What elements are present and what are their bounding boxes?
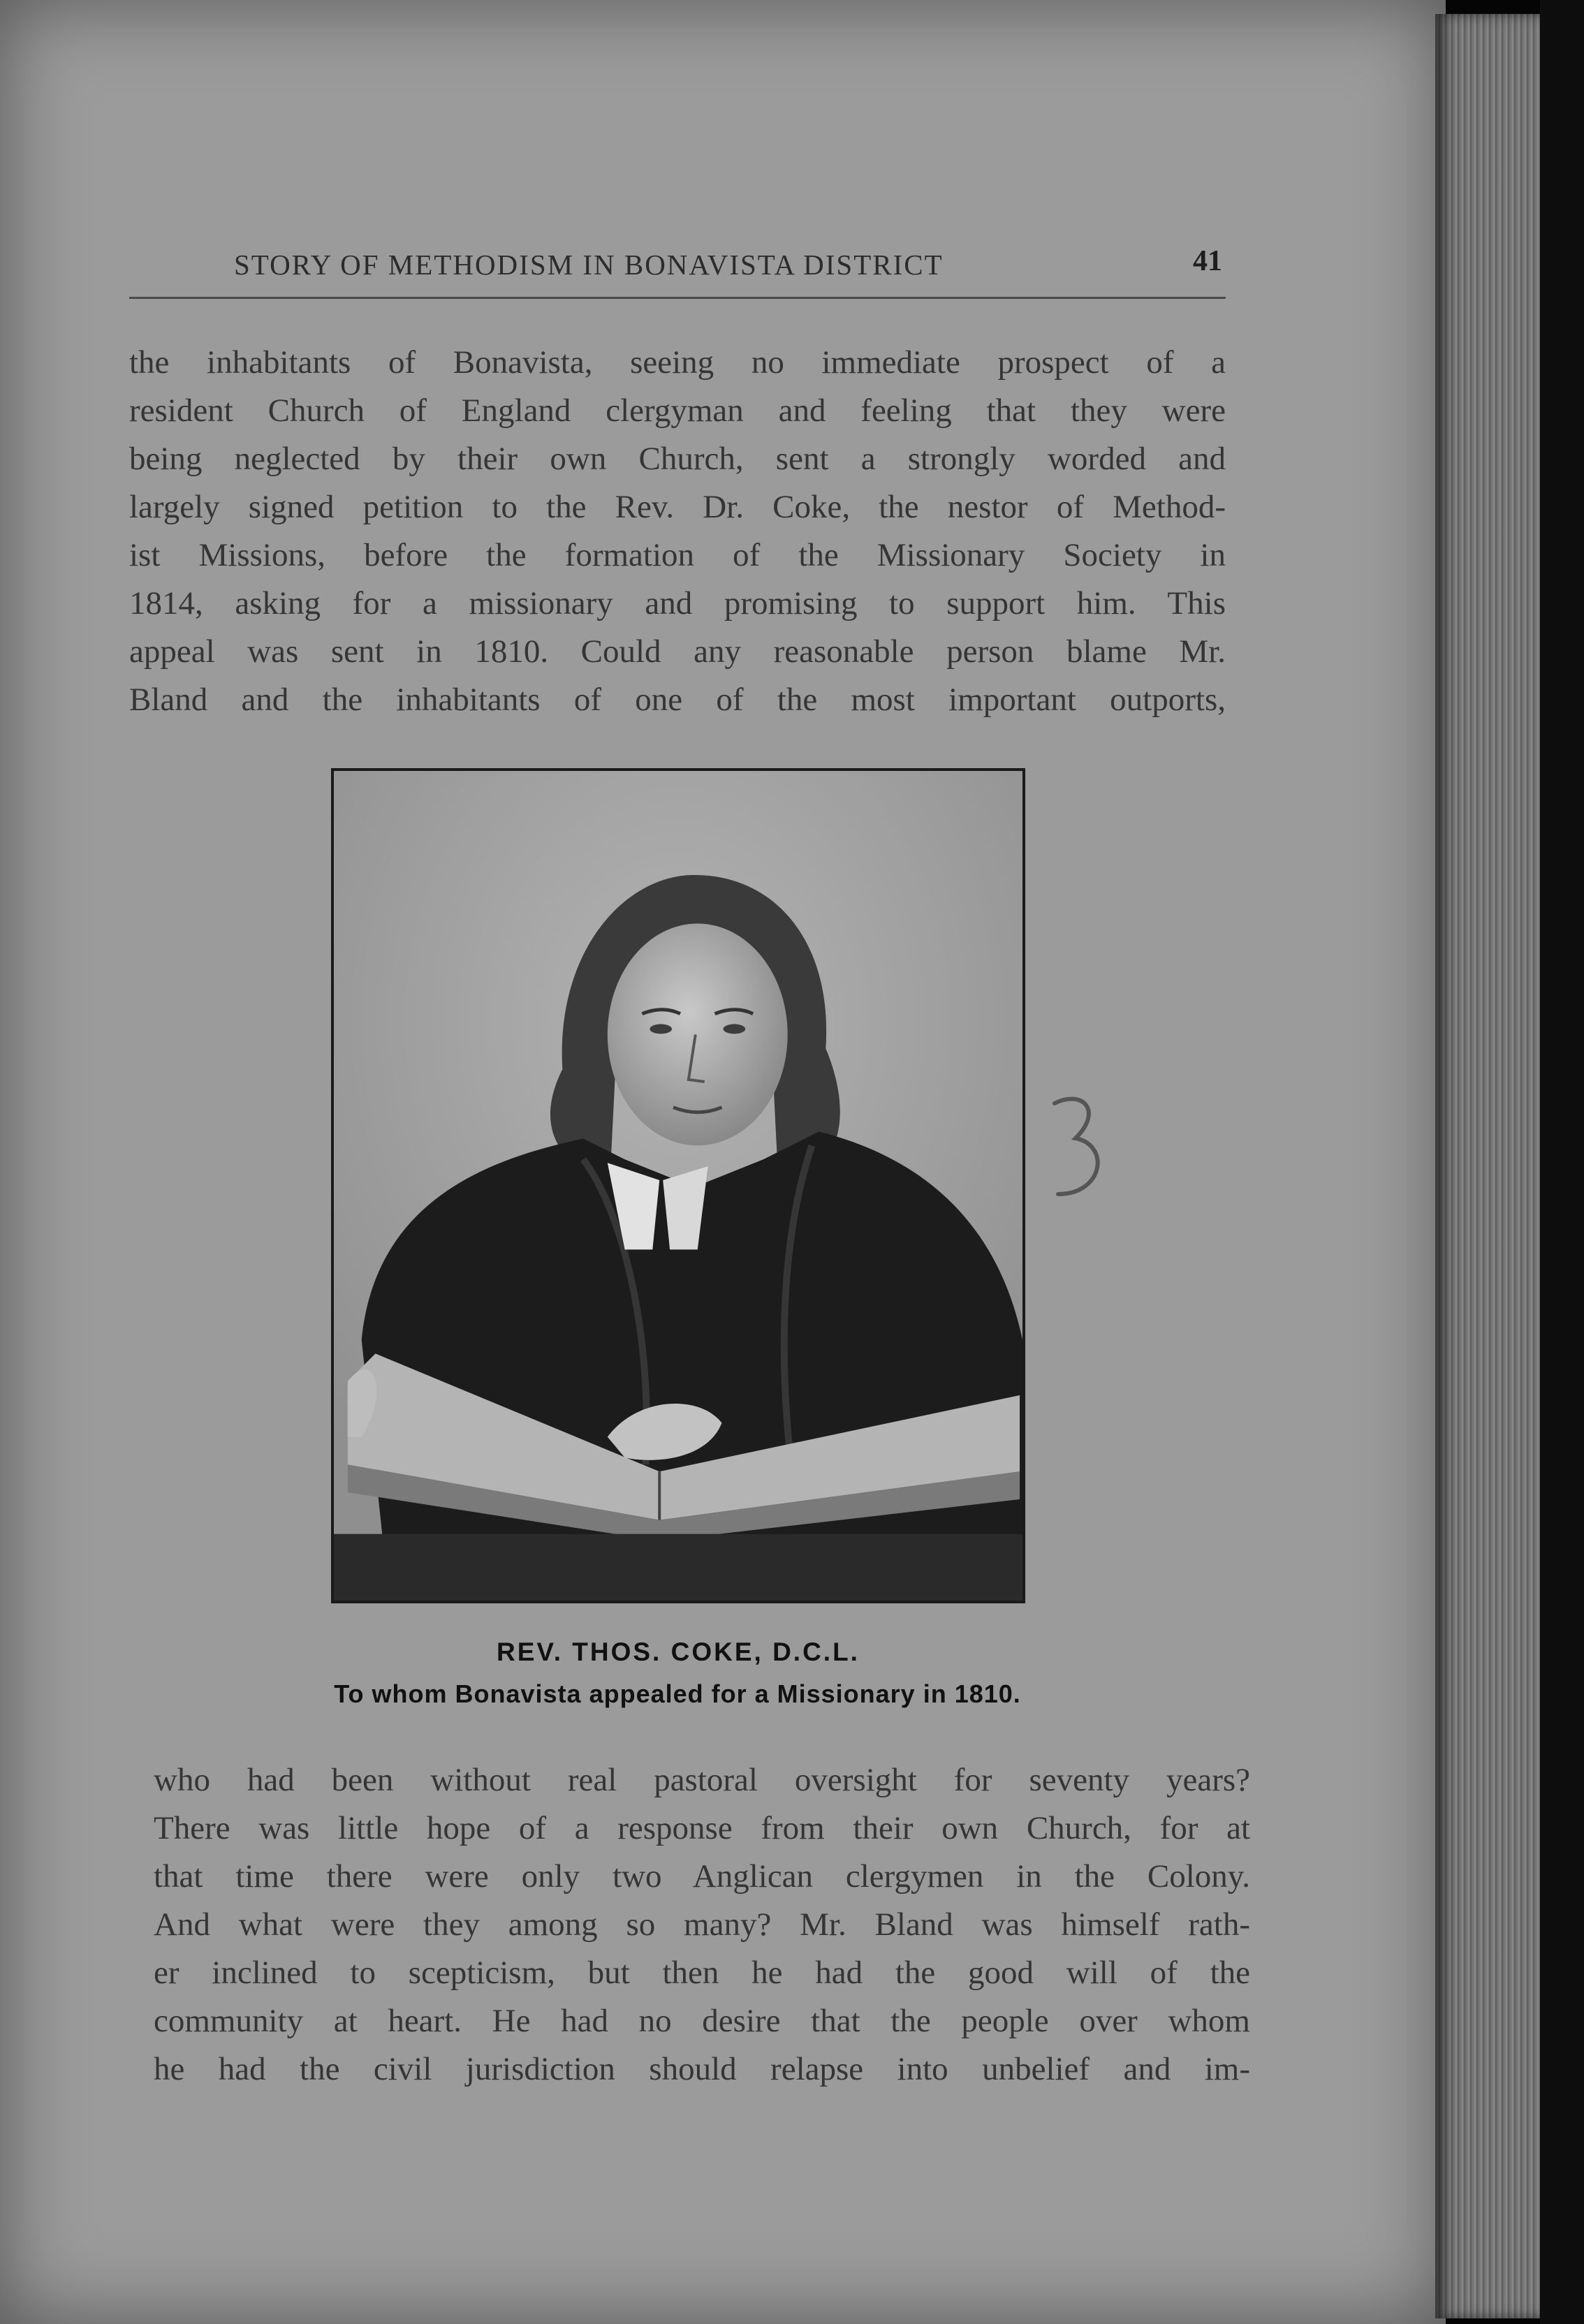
running-head: STORY OF METHODISM IN BONAVISTA DISTRICT <box>234 249 944 281</box>
text-line: largely signed petition to the Rev. Dr. Coke, the nestor of Method- <box>129 489 1226 525</box>
text-line: er inclined to scepticism, but then he had the good will of the <box>154 1955 1250 1991</box>
text-line: the inhabitants of Bonavista, seeing no immediate prospect of a <box>129 344 1226 381</box>
text-line: There was little hope of a response from their own Church, for at <box>154 1810 1250 1846</box>
page-number: 41 <box>1193 245 1222 277</box>
paragraph-bottom <box>154 1756 1250 2094</box>
portrait-illustration <box>334 771 1022 1601</box>
figure-caption-subtitle: To whom Bonavista appealed for a Missionary in 1810. <box>334 1679 1021 1708</box>
text-line: who had been without real pastoral oversight for seventy years? <box>154 1762 1250 1798</box>
header-rule <box>129 297 1226 299</box>
paragraph-top <box>129 339 1226 724</box>
handwritten-annotation <box>1048 1089 1110 1208</box>
text-line: resident Church of England clergyman and feeling that they were <box>129 392 1226 429</box>
text-line: appeal was sent in 1810. Could any reasonable person blame Mr. <box>129 633 1226 670</box>
text-line: community at heart. He had no desire that the people over whom <box>154 2003 1250 2039</box>
text-line: And what were they among so many? Mr. Bland was himself rath- <box>154 1906 1250 1943</box>
text-line: he had the civil jurisdiction should relapse into unbelief and im- <box>154 2051 1250 2087</box>
background-edge <box>1540 0 1584 2324</box>
text-line: ist Missions, before the formation of the Missionary Society in <box>129 537 1226 573</box>
figure-caption-title: REV. THOS. COKE, D.C.L. <box>497 1638 860 1666</box>
portrait-engraving <box>331 768 1025 1603</box>
text-line: Bland and the inhabitants of one of the most important outports, <box>129 682 1226 718</box>
text-line: 1814, asking for a missionary and promising to support him. This <box>129 585 1226 622</box>
text-line: that time there were only two Anglican clergymen in the Colony. <box>154 1858 1250 1895</box>
text-line: being neglected by their own Church, sent a strongly worded and <box>129 441 1226 477</box>
